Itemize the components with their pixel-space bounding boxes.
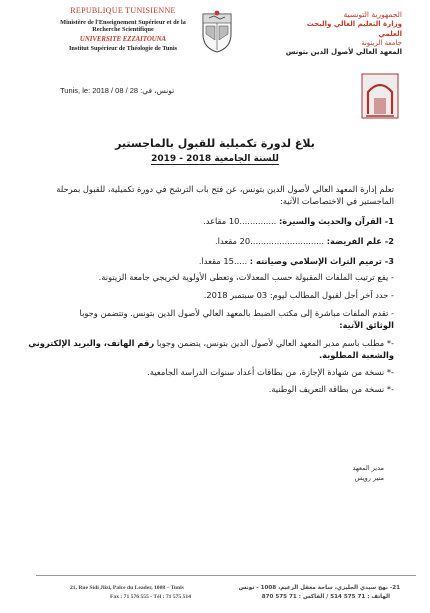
documents-heading: الوثائق الآتية: bbox=[339, 320, 394, 331]
university-label-ar: جامعة الزيتونة bbox=[361, 39, 402, 47]
university-label-fr: UNIVERSITE EZZAITOUNA bbox=[79, 35, 167, 43]
tunisia-emblem-icon bbox=[200, 10, 234, 54]
specialty-seats: ..............10 مقاعد. bbox=[203, 216, 277, 227]
document-text: -* مطلب باسم مدير المعهد العالي لأصول الدين بتونس، يتضمن وجوبا bbox=[154, 338, 394, 349]
document-item: -* نسخة من بطاقة التعريف الوطنية. bbox=[268, 384, 394, 395]
document-emphasis: رقم الهاتف، والبريد الإلكتروني والشعبة المطلوبة. bbox=[28, 338, 394, 361]
specialty-item bbox=[24, 235, 394, 247]
footer-phone-ar: الهاتف : 71 575 514 / الفاكس : 71 575 870 bbox=[261, 594, 390, 600]
footer-address-fr: 21, Rue Sidi Jlizi, Palce du Leader, 1008 – Tunis bbox=[70, 585, 184, 591]
academic-year-text: للسنة الجامعية 2018 - 2019 bbox=[151, 154, 279, 164]
republic-label-ar: الجمهورية التونسية bbox=[343, 10, 402, 19]
document-item: -* نسخة من شهادة الإجازة، من بطاقات أعداد سنوات الدراسة الجامعية. bbox=[147, 367, 394, 378]
signature-role: مدير المعهد bbox=[352, 464, 384, 472]
footer-divider bbox=[36, 575, 416, 576]
specialty-name: 2- علم الفريضة: bbox=[326, 236, 394, 247]
document-item bbox=[24, 337, 394, 361]
institute-label-fr: Institut Supérieur de Théologie de Tunis bbox=[68, 44, 178, 52]
specialty-name: 3- ترميم التراث الإسلامي وصيانته : bbox=[249, 256, 394, 267]
signature-block bbox=[353, 463, 384, 484]
specialty-seats: .....15 مقعدا. bbox=[198, 256, 248, 267]
institute-logo-icon bbox=[358, 70, 402, 122]
ministry-line-1: Ministère de l'Enseignement Supérieur et de la bbox=[60, 18, 186, 26]
announcement-body bbox=[24, 183, 394, 395]
footer-address-ar: 21- نهج سيدي الجليزي، ساحة معقل الزعيم، 1008 - تونس bbox=[238, 585, 400, 591]
note-line: - يقع ترتيب الملفات المقبولة حسب المعدلات، وتعطى الأولوية لخريجي جامعة الزيتونة. bbox=[98, 272, 394, 283]
ministry-label-ar: وزارة التعليم العالي والبحث العلمي bbox=[306, 20, 402, 38]
academic-year-subtitle bbox=[0, 154, 430, 164]
specialty-name: 1- القرآن والحديث والسيرة: bbox=[278, 216, 394, 227]
ministry-line-2: Recherche Scientifique bbox=[92, 26, 154, 34]
header-left bbox=[48, 6, 198, 52]
institute-label-ar: المعهد العالي لأصول الدين بتونس bbox=[285, 48, 402, 57]
note-line: - حدد آخر أجل لقبول المطالب ليوم: 03 سبتمبر 2018. bbox=[203, 290, 394, 301]
signature-name: منير رويس bbox=[354, 474, 384, 483]
republic-label-fr: REPUBLIQUE TUNISIENNE bbox=[70, 6, 176, 15]
specialty-seats: ............................20 مقعدا. bbox=[215, 236, 325, 247]
date-line: Tunis, le: 2018 / 08 / 28 :تونس، في bbox=[60, 86, 175, 95]
note-line: - تقدم الملفات مباشرة إلى مكتب الضبط بالمعهد العالي لأصول الدين بتونس. وتتضمن وجوبا bbox=[79, 308, 394, 319]
footer-phone-fr: Fax : 71 576 555 - Tél : 71 575 514 bbox=[110, 594, 192, 600]
specialty-item bbox=[24, 215, 394, 227]
intro-paragraph: تعلم إدارة المعهد العالي لأصول الدين بتونس، عن فتح باب الترشح في دورة تكميلية، للقبول بمرحلة الماجستير في الاختصاصات الآتية: bbox=[56, 184, 394, 207]
announcement-title: بلاغ لدورة تكميلية للقبول بالماجستير bbox=[115, 137, 315, 150]
specialty-item bbox=[24, 255, 394, 267]
header-right bbox=[282, 10, 402, 58]
